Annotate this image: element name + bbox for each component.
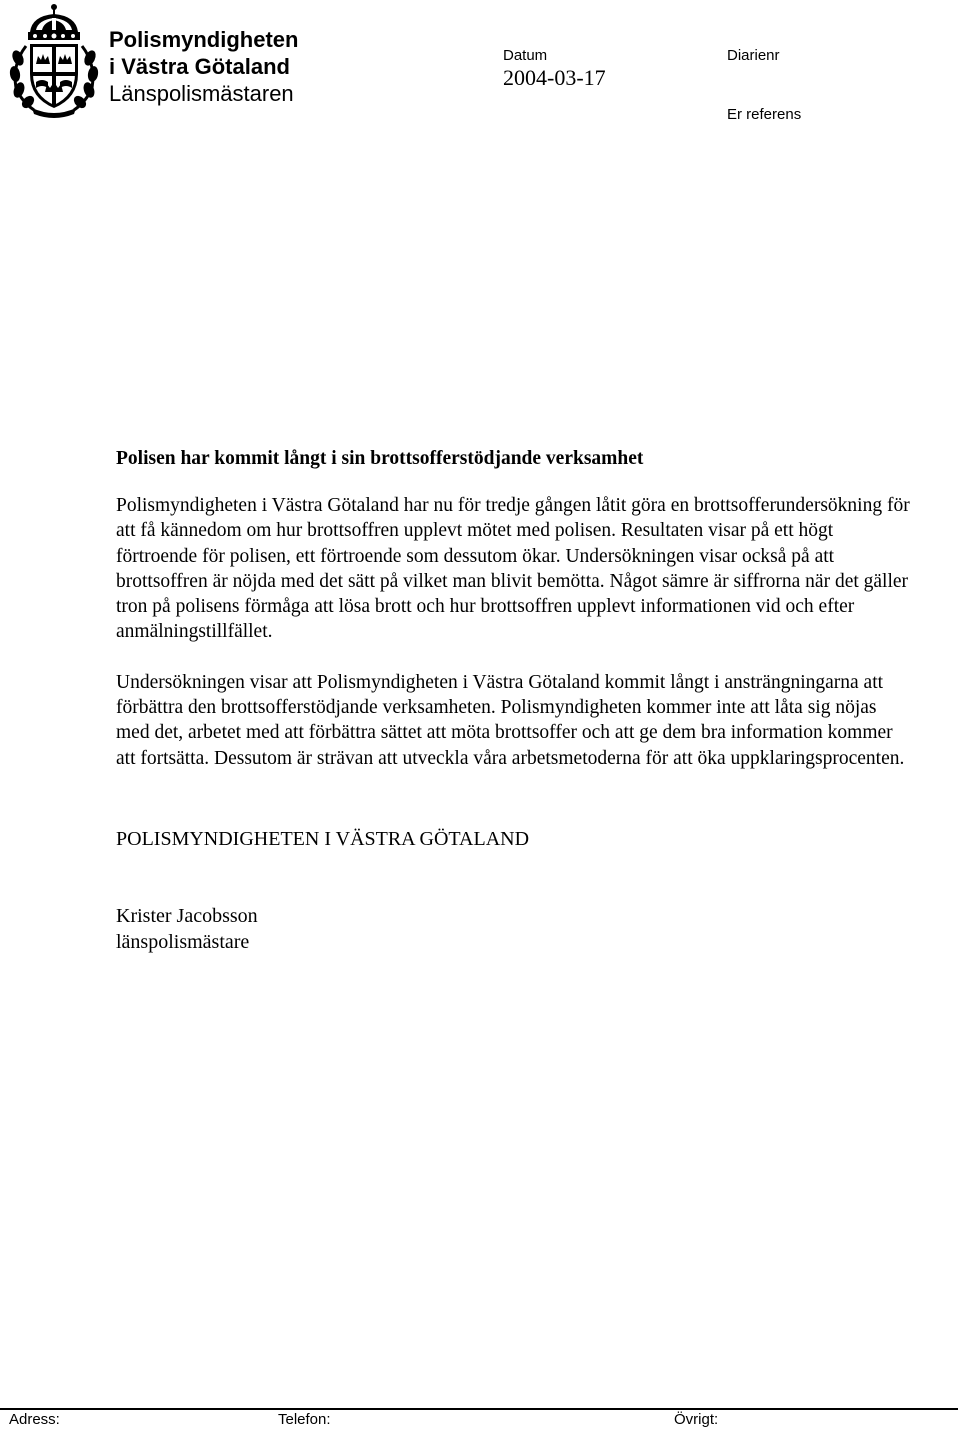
org-unit: Länspolismästaren — [109, 81, 294, 106]
org-name-line2: i Västra Götaland — [109, 54, 290, 79]
er-referens-label: Er referens — [727, 106, 802, 123]
footer-telefon-label: Telefon: — [278, 1411, 331, 1428]
signer-name: Krister Jacobsson — [116, 905, 258, 927]
org-name — [109, 26, 298, 80]
footer-ovrigt-label: Övrigt: — [674, 1411, 719, 1428]
letter-heading: Polisen har kommit långt i sin brottsofferstödjande verksamhet — [116, 448, 644, 469]
letter-body — [116, 446, 916, 771]
datum-value: 2004-03-17 — [503, 65, 606, 90]
footer-adress-label: Adress: — [9, 1411, 60, 1428]
footer-divider — [0, 1408, 958, 1410]
swedish-coat-of-arms-crown-icon — [8, 2, 100, 120]
signature-org: POLISMYNDIGHETEN I VÄSTRA GÖTALAND — [116, 828, 530, 850]
org-name-line1: Polismyndigheten — [109, 27, 299, 52]
body-paragraph: Polismyndigheten i Västra Götaland har nu för tredje gången låtit göra en brottsofferundersökning för att få kännedom om hur brottsoffren upplevt mötet med polisen. Resultaten visar på ett högt förtroende för polisen, ett förtroende som dessutom ökar. Undersökningen visar också på att brottsoffren är nöjda med det sätt på vilket man blivit bemötta. Något sämre är siffrorna när det gäller tron på polisens förmåga att lösa brott och hur brottsoffren upplevt informationen vid och efter anmälningstillfället. — [116, 495, 910, 643]
datum-label: Datum — [503, 47, 548, 64]
police-logo — [8, 2, 100, 120]
diarienr-label: Diarienr — [727, 47, 780, 64]
signer-title: länspolismästare — [116, 931, 250, 953]
body-paragraph: Undersökningen visar att Polismyndigheten i Västra Götaland kommit långt i ansträngningarna att förbättra den brottsofferstödjande verksamheten. Polismyndigheten kommer inte att låta sig nöjas med det, arbetet med att förbättra sättet att möta brottsoffer och att ge dem bra information kommer att fortsätta. Dessutom är strävan att utveckla våra arbetsmetoderna för att öka uppklaringsprocenten. — [116, 671, 905, 769]
